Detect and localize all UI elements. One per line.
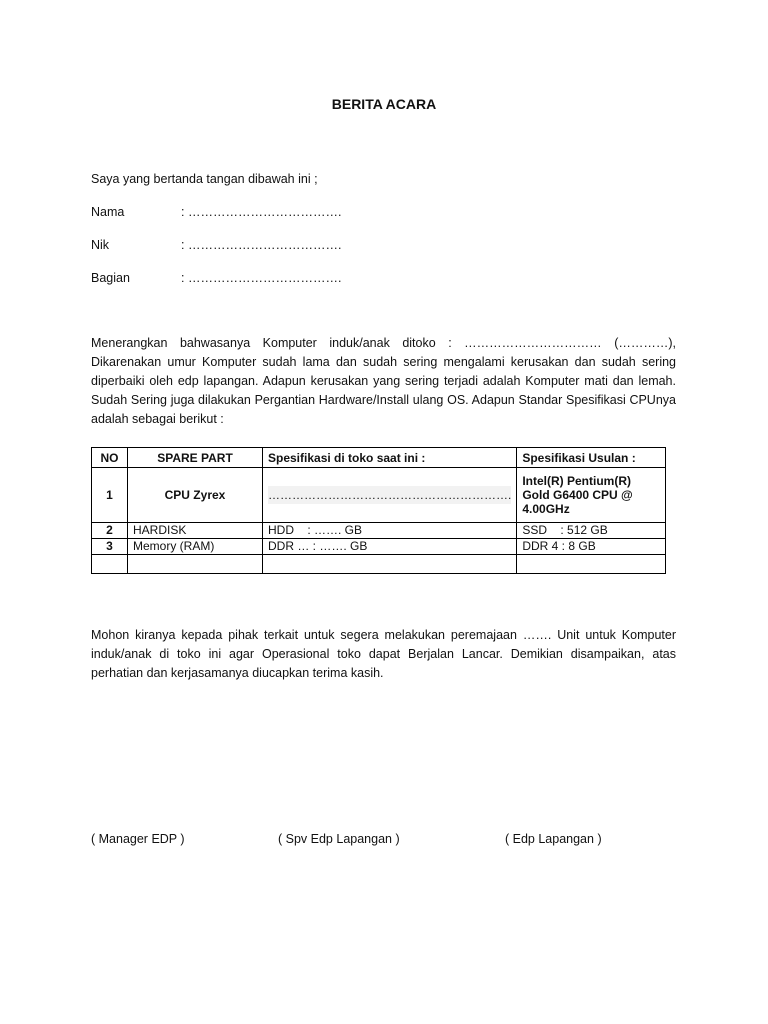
field-label: Bagian <box>91 271 130 285</box>
document-title: BERITA ACARA <box>331 96 437 112</box>
table-row <box>92 468 666 523</box>
header-spare-part: SPARE PART <box>128 448 263 468</box>
cell-current: HDD : ……. GB <box>263 523 517 539</box>
cell-current <box>263 468 517 523</box>
cell-no <box>92 555 128 574</box>
field-value: : ………………………………. <box>181 271 342 285</box>
signature-manager-edp: ( Manager EDP ) <box>91 832 185 846</box>
field-value: : ………………………………. <box>181 238 342 252</box>
cell-proposed: DDR 4 : 8 GB <box>517 539 666 555</box>
header-proposed-spec: Spesifikasi Usulan : <box>517 448 666 468</box>
cell-part: CPU Zyrex <box>128 468 263 523</box>
signature-edp-lapangan: ( Edp Lapangan ) <box>505 832 602 846</box>
header-current-spec: Spesifikasi di toko saat ini : <box>263 448 517 468</box>
spec-table <box>91 447 666 574</box>
paragraph-closing: Mohon kiranya kepada pihak terkait untuk segera melakukan peremajaan ……. Unit untuk Komputer induk/anak di toko ini agar Operasional toko dapat Berjalan Lancar. Demikian disampaikan, atas perhatian dan kerjasamanya diucapkan terima kasih. <box>91 628 676 680</box>
cell-no: 3 <box>92 539 128 555</box>
cell-no: 1 <box>92 468 128 523</box>
cell-part: Memory (RAM) <box>128 539 263 555</box>
table-header-row <box>92 448 666 468</box>
field-label: Nama <box>91 205 125 219</box>
table-row <box>92 523 666 539</box>
field-bagian <box>91 271 341 285</box>
table-row-empty <box>92 555 666 574</box>
intro-text: Saya yang bertanda tangan dibawah ini ; <box>91 172 318 186</box>
table-row <box>92 539 666 555</box>
cell-proposed <box>517 555 666 574</box>
cell-proposed: SSD : 512 GB <box>517 523 666 539</box>
cell-part: HARDISK <box>128 523 263 539</box>
paragraph-intro: Menerangkan bahwasanya Komputer induk/anak ditoko : …………………………… (…………), Dikarenakan umur Komputer sudah lama dan sudah sering mengalami kerusakan dan sudah sering diperbaiki oleh edp lapangan. Adapun kerusakan yang sering terjadi adalah Komputer mati dan lemah. Sudah Sering juga dilakukan Pergantian Hardware/Install ulang OS. Adapun Standar Spesifikasi CPUnya adalah sebagai berikut : <box>91 336 676 426</box>
field-nama <box>91 205 341 219</box>
cell-current: DDR … : ……. GB <box>263 539 517 555</box>
cell-proposed: Intel(R) Pentium(R) Gold G6400 CPU @ 4.00GHz <box>517 468 666 523</box>
signature-spv-edp: ( Spv Edp Lapangan ) <box>278 832 400 846</box>
cell-no: 2 <box>92 523 128 539</box>
current-dots: ……………………………………………………. <box>268 488 512 502</box>
field-value: : ………………………………. <box>181 205 342 219</box>
header-no: NO <box>92 448 128 468</box>
cell-part <box>128 555 263 574</box>
field-nik <box>91 238 341 252</box>
cell-current <box>263 555 517 574</box>
field-label: Nik <box>91 238 110 252</box>
